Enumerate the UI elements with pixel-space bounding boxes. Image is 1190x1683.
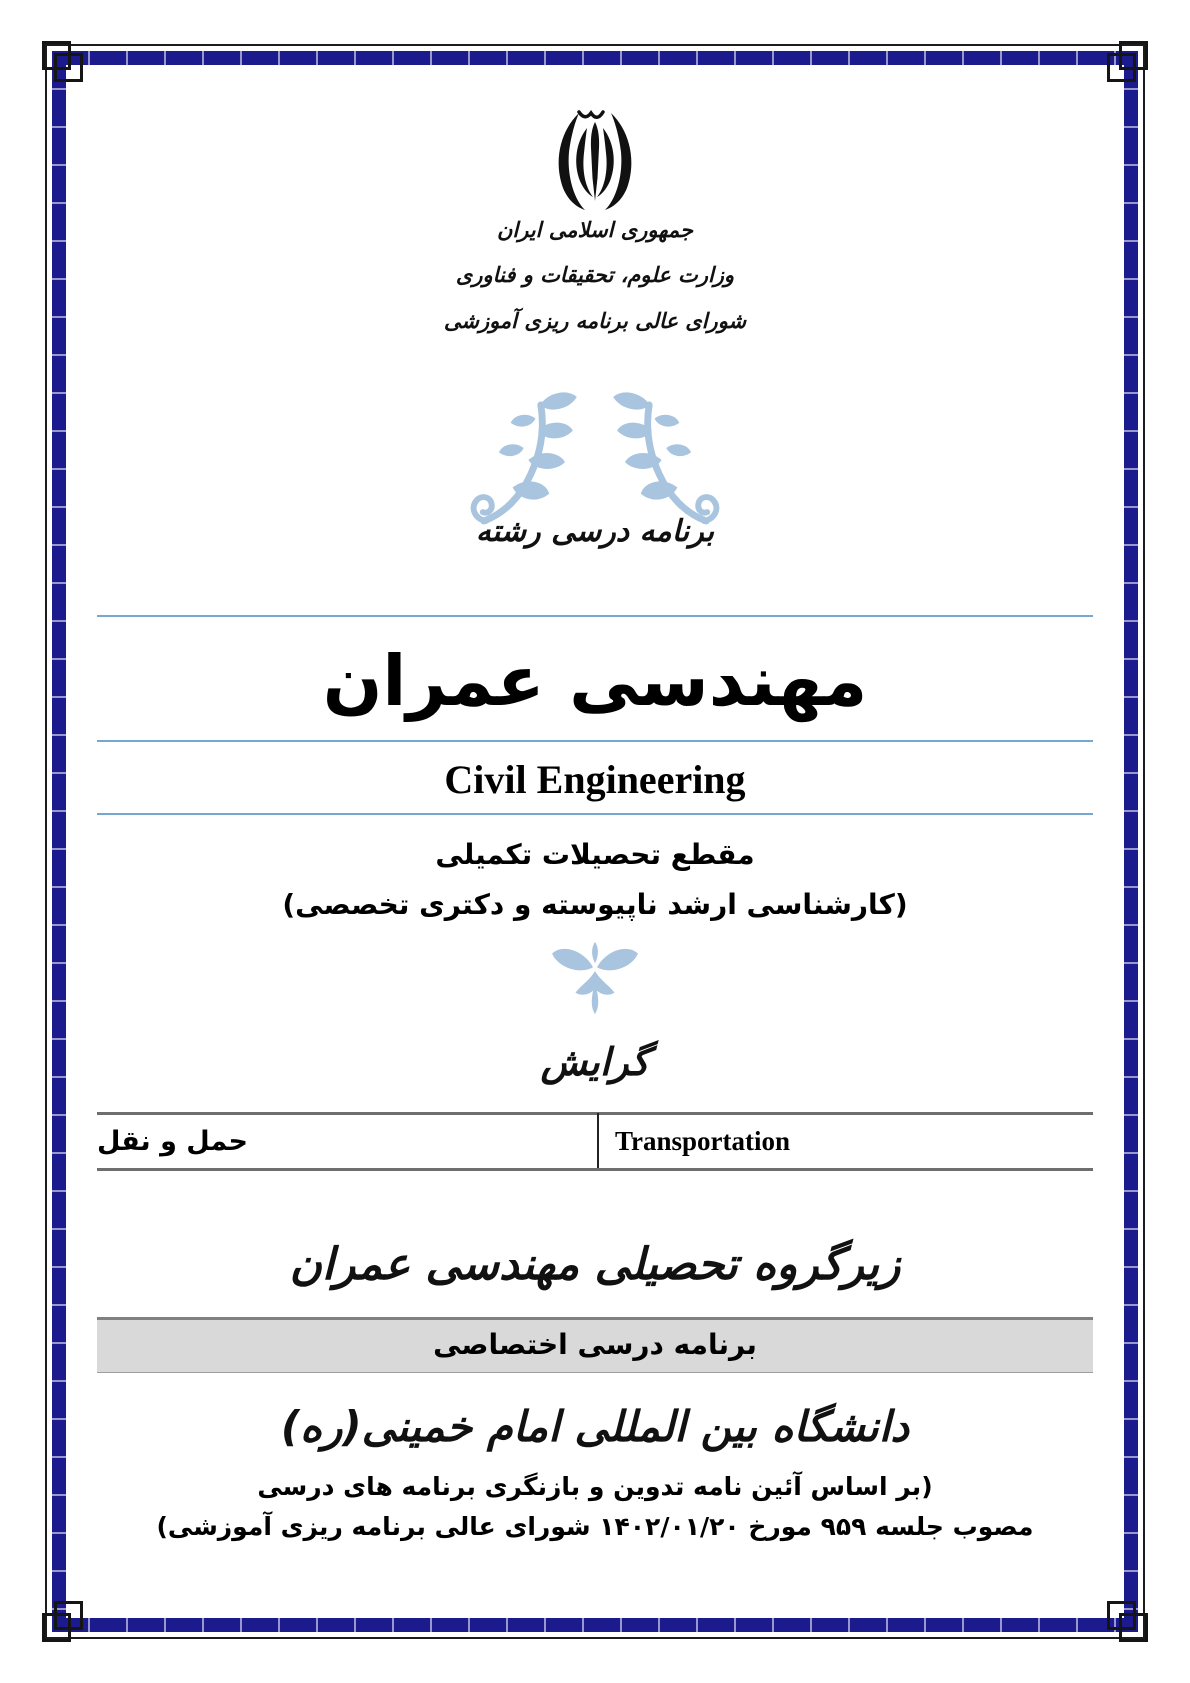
divider-rule: [97, 615, 1093, 617]
orientation-table: [97, 1112, 1093, 1171]
program-type-label: برنامه درسی رشته: [475, 514, 715, 549]
orientation-heading: گرایش: [540, 1040, 650, 1084]
banner-program-specific: برنامه درسی اختصاصی: [97, 1317, 1093, 1373]
divider-rule: [97, 813, 1093, 815]
degree-level: مقطع تحصیلات تکمیلی: [435, 838, 755, 871]
interlaced-squares-corner-icon: [42, 41, 88, 87]
degree-detail: (کارشناسی ارشد ناپیوسته و دکتری تخصصی): [282, 888, 908, 921]
frame-band-left: [52, 52, 66, 1631]
field-title-en: Civil Engineering: [444, 757, 746, 802]
iran-allah-emblem-icon: [97, 100, 1093, 220]
approval-note-line1: (بر اساس آئین نامه تدوین و بازنگری برنامه های درسی: [257, 1472, 933, 1501]
divider-rule: [97, 740, 1093, 742]
interlaced-squares-corner-icon: [1102, 1596, 1148, 1642]
floral-fleuron-icon: [97, 938, 1093, 1018]
frame-band-right: [1124, 52, 1138, 1631]
interlaced-squares-corner-icon: [42, 1596, 88, 1642]
subgroup-line: زیرگروه تحصیلی مهندسی عمران: [289, 1239, 901, 1290]
council-name: شورای عالی برنامه ریزی آموزشی: [443, 309, 747, 333]
university-name: دانشگاه بین المللی امام خمینی(ره): [280, 1402, 910, 1451]
orientation-fa-cell: حمل و نقل: [97, 1126, 248, 1157]
field-title-fa: مهندسی عمران: [322, 640, 868, 722]
country-name: جمهوری اسلامی ایران: [496, 218, 694, 242]
orientation-en-cell: Transportation: [615, 1126, 791, 1156]
interlaced-squares-corner-icon: [1102, 41, 1148, 87]
approval-note-line2: مصوب جلسه ۹۵۹ مورخ ۱۴۰۲/۰۱/۲۰ شورای عالی برنامه ریزی آموزشی): [156, 1512, 1034, 1541]
ministry-name: وزارت علوم، تحقیقات و فناوری: [455, 263, 735, 287]
